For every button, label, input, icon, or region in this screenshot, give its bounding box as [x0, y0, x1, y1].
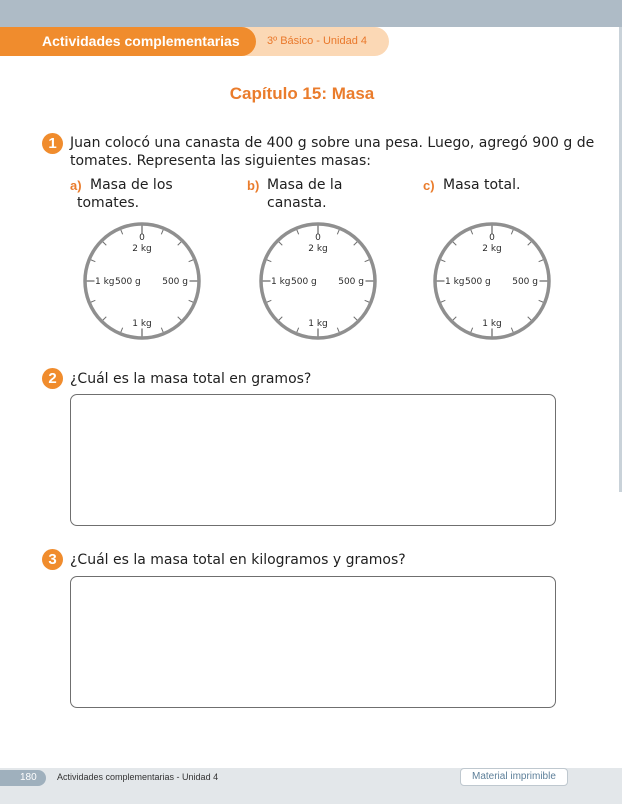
dial-tick — [471, 328, 473, 333]
dial-label-2kg: 2 kg — [308, 244, 328, 254]
question-1-line-1: Juan colocó una canasta de 400 g sobre una pesa. Luego, agregó 900 g de — [70, 135, 595, 151]
printable-label: Material imprimible — [472, 771, 556, 782]
dial-tick — [91, 300, 96, 302]
scale-dial-c — [430, 219, 554, 343]
dial-label-zero: 0 — [315, 233, 321, 243]
dial-tick — [103, 242, 107, 246]
dial-tick — [471, 230, 473, 235]
dial-tick — [297, 230, 299, 235]
dial-label-1kg-left: 1 kg — [95, 277, 115, 287]
dial-tick — [297, 328, 299, 333]
dial-tick — [337, 328, 339, 333]
part-b-line-2: canasta. — [267, 195, 327, 211]
top-band — [0, 0, 622, 27]
dial-tick — [178, 317, 182, 321]
dial-tick — [121, 230, 123, 235]
dial-label-2kg: 2 kg — [482, 244, 502, 254]
dial-label-2kg: 2 kg — [132, 244, 152, 254]
dial-tick — [103, 317, 107, 321]
dial-tick — [539, 260, 544, 262]
dial-tick — [528, 242, 532, 246]
part-b-line-1: Masa de la — [267, 177, 343, 193]
dial-label-1kg-left: 1 kg — [445, 277, 465, 287]
dial-tick — [178, 242, 182, 246]
answer-box-2[interactable] — [70, 394, 556, 526]
part-c-letter: c) — [423, 178, 435, 193]
dial-label-1kg-bottom: 1 kg — [482, 319, 502, 329]
dial-tick — [161, 230, 163, 235]
question-2-text: ¿Cuál es la masa total en gramos? — [70, 371, 312, 387]
dial-label-1kg-bottom: 1 kg — [132, 319, 152, 329]
dial-tick — [453, 317, 457, 321]
page-number: 180 — [20, 772, 37, 783]
dial-tick — [279, 317, 283, 321]
answer-box-3[interactable] — [70, 576, 556, 708]
level-label: 3º Básico - Unidad 4 — [267, 35, 368, 47]
dial-label-500g-left: 500 g — [291, 277, 317, 287]
scale-dial-a — [80, 219, 204, 343]
section-label: Actividades complementarias — [42, 33, 240, 49]
dial-tick — [189, 300, 194, 302]
dial-tick — [161, 328, 163, 333]
level-tag — [236, 27, 389, 56]
dial-tick — [441, 260, 446, 262]
question-1-line-2: tomates. Representa las siguientes masas: — [70, 153, 372, 169]
dial-label-zero: 0 — [139, 233, 145, 243]
dial-label-500g-right: 500 g — [512, 277, 538, 287]
dial-tick — [267, 260, 272, 262]
dial-tick — [511, 230, 513, 235]
question-3-text: ¿Cuál es la masa total en kilogramos y gramos? — [70, 552, 406, 568]
dial-tick — [365, 260, 370, 262]
dial-tick — [539, 300, 544, 302]
part-a-line-2: tomates. — [77, 195, 140, 211]
part-a-line-1: Masa de los — [90, 177, 173, 193]
dial-label-1kg-bottom: 1 kg — [308, 319, 328, 329]
scale-dial-b — [256, 219, 380, 343]
dial-label-500g-right: 500 g — [162, 277, 188, 287]
dial-tick — [453, 242, 457, 246]
dial-tick — [337, 230, 339, 235]
dial-label-zero: 0 — [489, 233, 495, 243]
part-c-line-1: Masa total. — [443, 177, 521, 193]
dial-label-500g-left: 500 g — [115, 277, 141, 287]
dial-tick — [189, 260, 194, 262]
dial-tick — [91, 260, 96, 262]
question-3-number: 3 — [42, 549, 63, 570]
dial-tick — [511, 328, 513, 333]
dial-tick — [354, 317, 358, 321]
dial-label-1kg-left: 1 kg — [271, 277, 291, 287]
dial-tick — [279, 242, 283, 246]
dial-tick — [267, 300, 272, 302]
dial-tick — [121, 328, 123, 333]
part-a-letter: a) — [70, 178, 82, 193]
footer-title: Actividades complementarias - Unidad 4 — [57, 772, 219, 782]
dial-label-500g-left: 500 g — [465, 277, 491, 287]
part-b-letter: b) — [247, 178, 260, 193]
question-2-number: 2 — [42, 368, 63, 389]
dial-tick — [354, 242, 358, 246]
dial-tick — [365, 300, 370, 302]
chapter-title: Capítulo 15: Masa — [229, 84, 375, 103]
dial-label-500g-right: 500 g — [338, 277, 364, 287]
dial-tick — [528, 317, 532, 321]
question-1-number: 1 — [42, 133, 63, 154]
section-tag — [0, 27, 256, 56]
dial-tick — [441, 300, 446, 302]
